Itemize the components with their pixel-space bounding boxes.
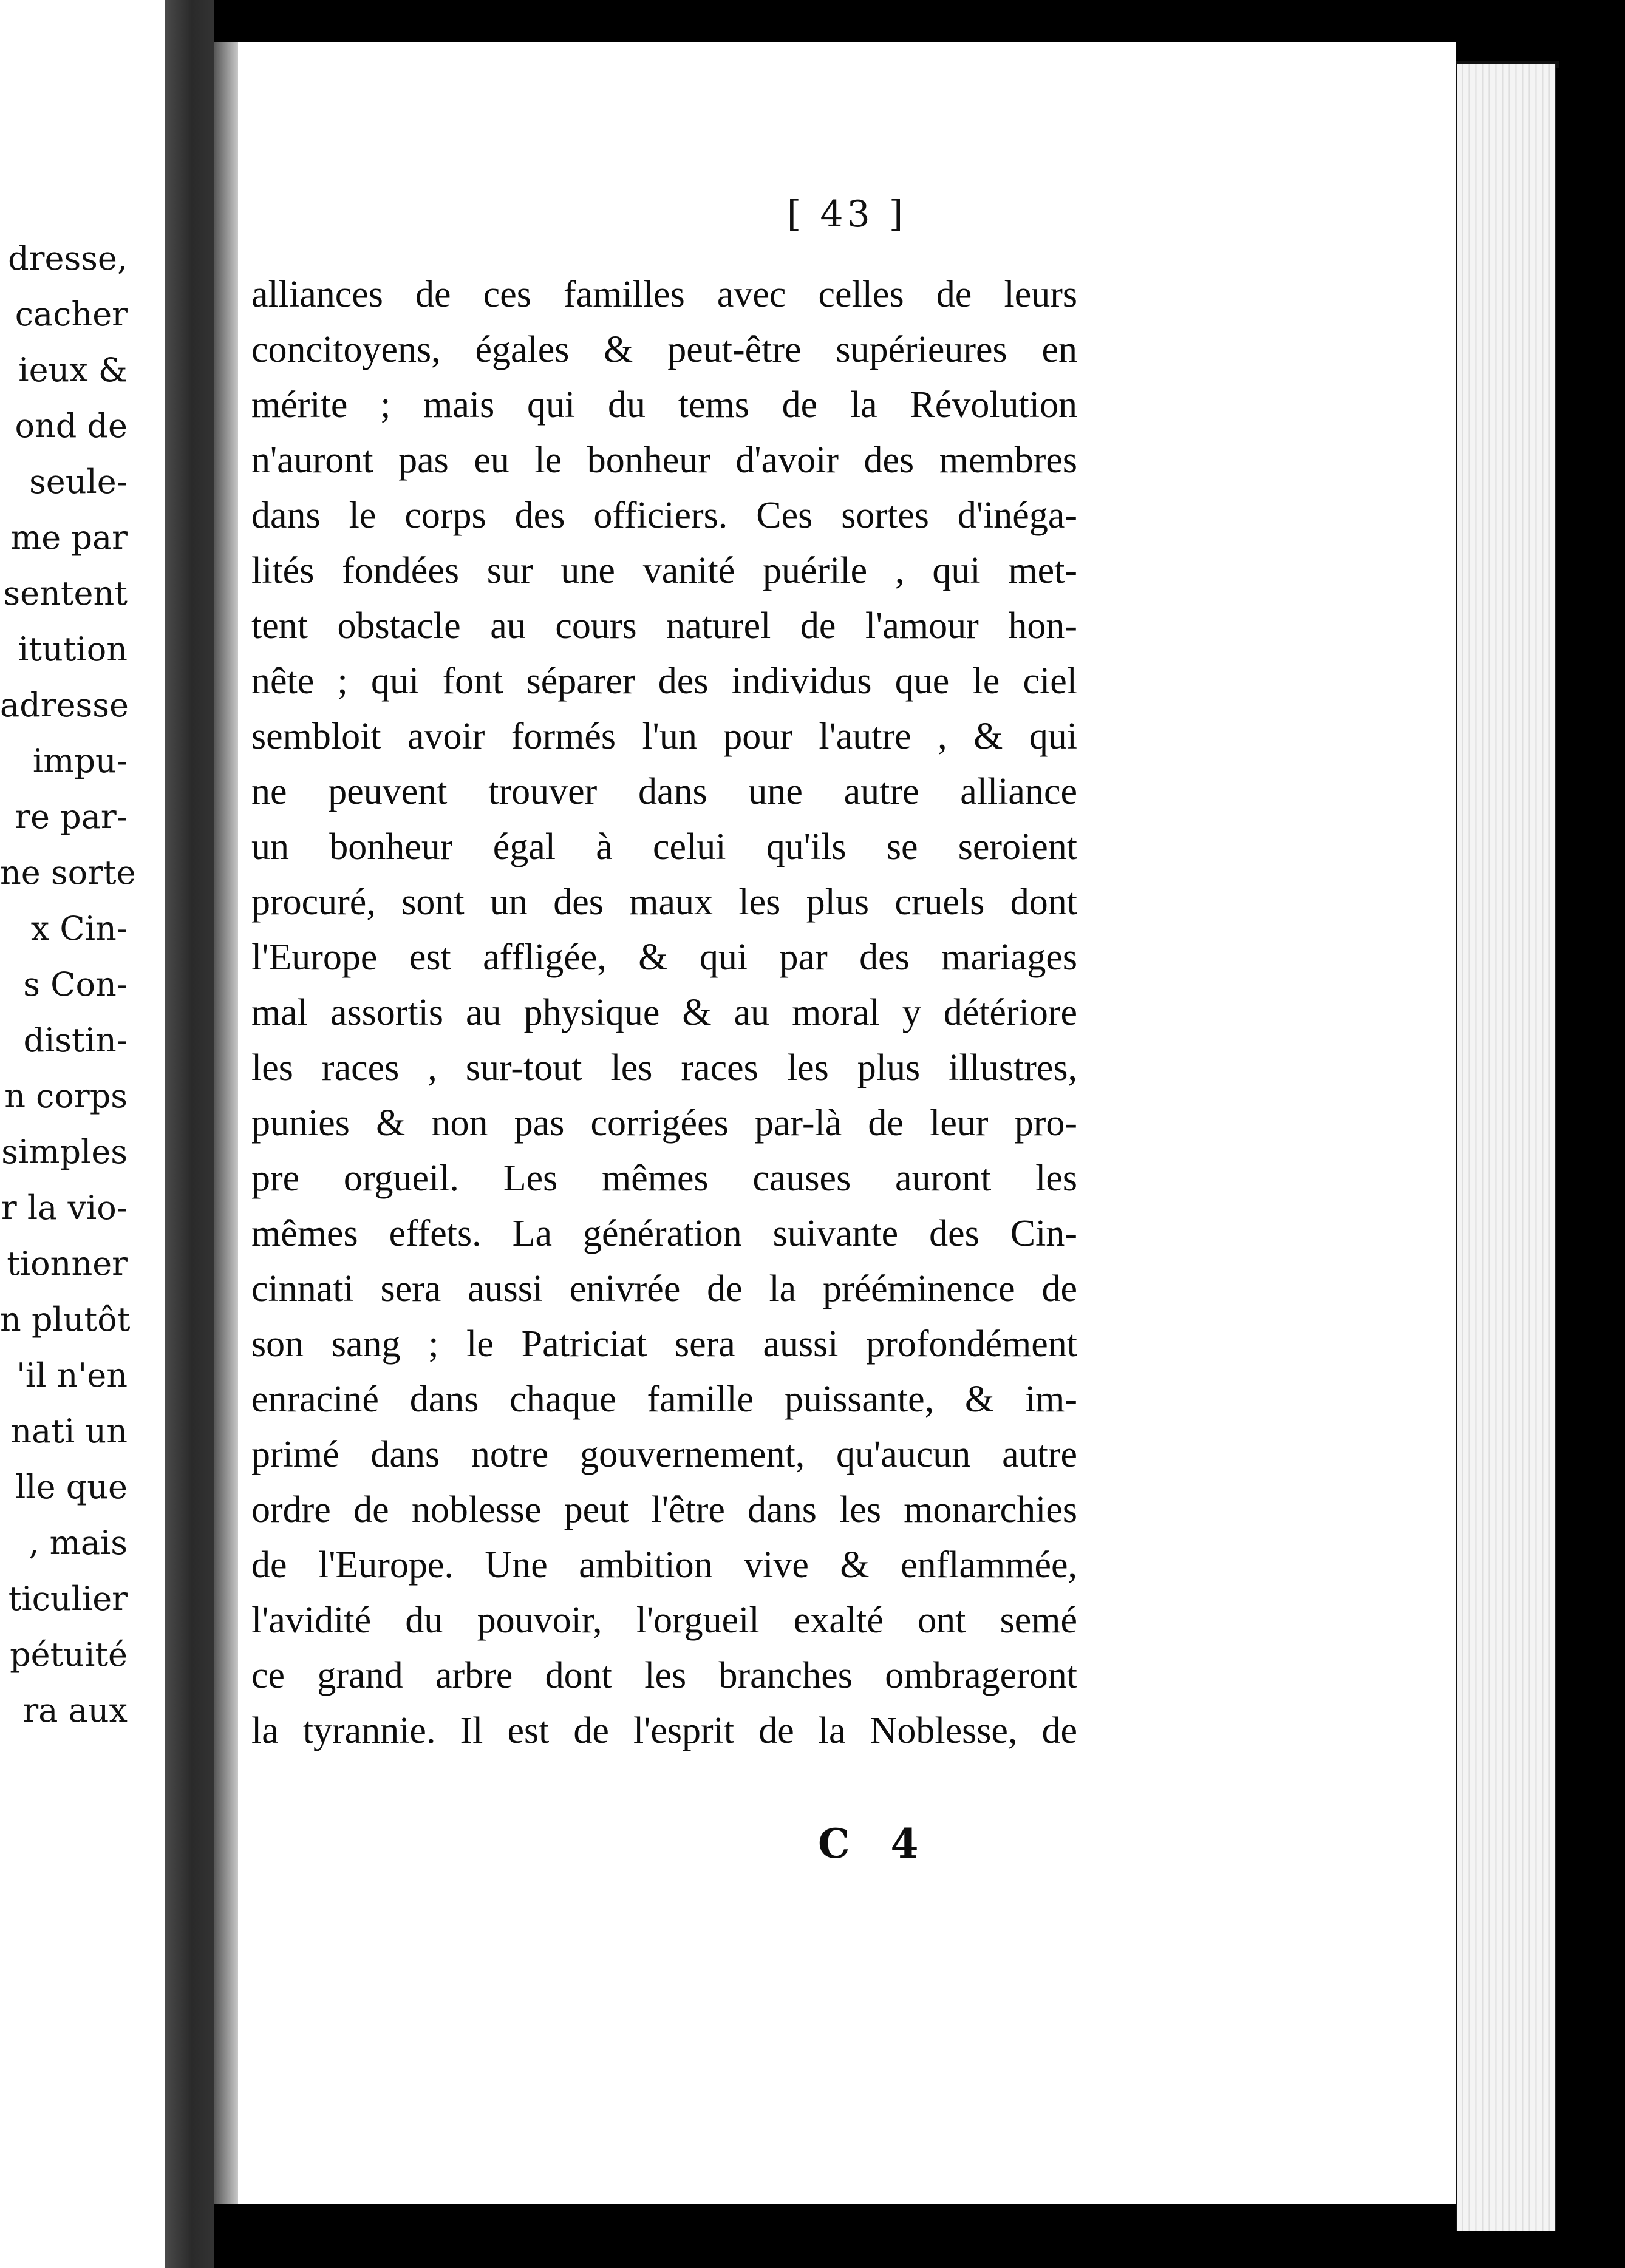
text-line: dans le corps des officiers. Ces sortes d'inéga- bbox=[251, 495, 1077, 536]
facing-line: impu- bbox=[32, 742, 128, 780]
text-line: de l'Europe. Une ambition vive & enflammée, bbox=[251, 1544, 1077, 1586]
facing-line: r la vio- bbox=[1, 1189, 128, 1227]
facing-line: cacher bbox=[15, 295, 128, 333]
facing-line: ticulier bbox=[8, 1580, 128, 1618]
facing-page bbox=[0, 0, 165, 2268]
text-line: ce grand arbre dont les branches ombrageront bbox=[251, 1655, 1077, 1696]
facing-line: ond de bbox=[15, 407, 128, 445]
facing-line: 'il n'en bbox=[16, 1356, 128, 1394]
facing-line: n plutôt bbox=[0, 1300, 131, 1339]
facing-line: me par bbox=[10, 518, 128, 557]
text-line: mal assortis au physique & au moral y détériore bbox=[251, 992, 1077, 1033]
facing-line: ieux & bbox=[18, 351, 128, 389]
facing-line: seule- bbox=[29, 463, 128, 501]
page-header bbox=[238, 193, 1456, 236]
signature-mark: C 4 bbox=[818, 1820, 932, 1867]
text-line: tent obstacle au cours naturel de l'amour hon- bbox=[251, 605, 1077, 647]
text-line: pre orgueil. Les mêmes causes auront les bbox=[251, 1158, 1077, 1199]
text-line: l'avidité du pouvoir, l'orgueil exalté ont semé bbox=[251, 1600, 1077, 1641]
book-gutter bbox=[165, 0, 214, 2268]
text-line: mérite ; mais qui du tems de la Révolution bbox=[251, 384, 1077, 426]
main-page bbox=[238, 42, 1456, 2204]
text-line: les races , sur-tout les races les plus illustres, bbox=[251, 1047, 1077, 1088]
facing-line: sentent bbox=[3, 574, 128, 613]
text-line: ne peuvent trouver dans une autre alliance bbox=[251, 771, 1077, 812]
text-line: son sang ; le Patriciat sera aussi profondément bbox=[251, 1323, 1077, 1365]
facing-line: distin- bbox=[23, 1021, 128, 1059]
facing-line: pétuité bbox=[10, 1635, 128, 1674]
facing-line: n corps bbox=[4, 1077, 128, 1115]
facing-line: lle que bbox=[15, 1468, 128, 1506]
text-line: ordre de noblesse peut l'être dans les monarchies bbox=[251, 1489, 1077, 1530]
facing-line: , mais bbox=[29, 1524, 128, 1562]
facing-line: ra aux bbox=[22, 1691, 128, 1730]
facing-line: s Con- bbox=[23, 965, 128, 1003]
facing-page-text bbox=[0, 231, 136, 1739]
facing-line: tionner bbox=[7, 1244, 128, 1283]
page-body bbox=[251, 267, 1077, 1759]
facing-line: nati un bbox=[10, 1412, 128, 1450]
text-line: punies & non pas corrigées par-là de leur pro- bbox=[251, 1102, 1077, 1144]
text-line: l'Europe est affligée, & qui par des mariages bbox=[251, 937, 1077, 978]
text-line: enraciné dans chaque famille puissante, & im- bbox=[251, 1379, 1077, 1420]
text-line: un bonheur égal à celui qu'ils se seroient bbox=[251, 826, 1077, 867]
facing-line: re par- bbox=[15, 798, 128, 836]
text-line: primé dans notre gouvernement, qu'aucun autre bbox=[251, 1434, 1077, 1475]
page-number: [ 43 ] bbox=[786, 193, 907, 236]
gutter-shadow bbox=[214, 42, 238, 2204]
text-line: concitoyens, égales & peut-être supérieures en bbox=[251, 329, 1077, 370]
facing-line: simples bbox=[1, 1133, 128, 1171]
facing-line: adresse bbox=[0, 686, 129, 724]
facing-line: ne sorte bbox=[0, 854, 136, 892]
text-line: lités fondées sur une vanité puérile , qui met- bbox=[251, 550, 1077, 591]
text-line: cinnati sera aussi enivrée de la prééminence de bbox=[251, 1268, 1077, 1309]
facing-line: itution bbox=[18, 630, 128, 668]
facing-line: dresse, bbox=[8, 239, 128, 277]
text-line: sembloit avoir formés l'un pour l'autre , & qui bbox=[251, 716, 1077, 757]
text-line: n'auront pas eu le bonheur d'avoir des membres bbox=[251, 440, 1077, 481]
text-line: nête ; qui font séparer des individus que le ciel bbox=[251, 660, 1077, 702]
page-fore-edge bbox=[1456, 64, 1556, 2231]
facing-line: x Cin- bbox=[30, 909, 128, 948]
text-line: procuré, sont un des maux les plus cruels dont bbox=[251, 881, 1077, 923]
text-line: la tyrannie. Il est de l'esprit de la Noblesse, de bbox=[251, 1710, 1077, 1751]
text-line: mêmes effets. La génération suivante des Cin- bbox=[251, 1213, 1077, 1254]
text-line: alliances de ces familles avec celles de leurs bbox=[251, 274, 1077, 315]
